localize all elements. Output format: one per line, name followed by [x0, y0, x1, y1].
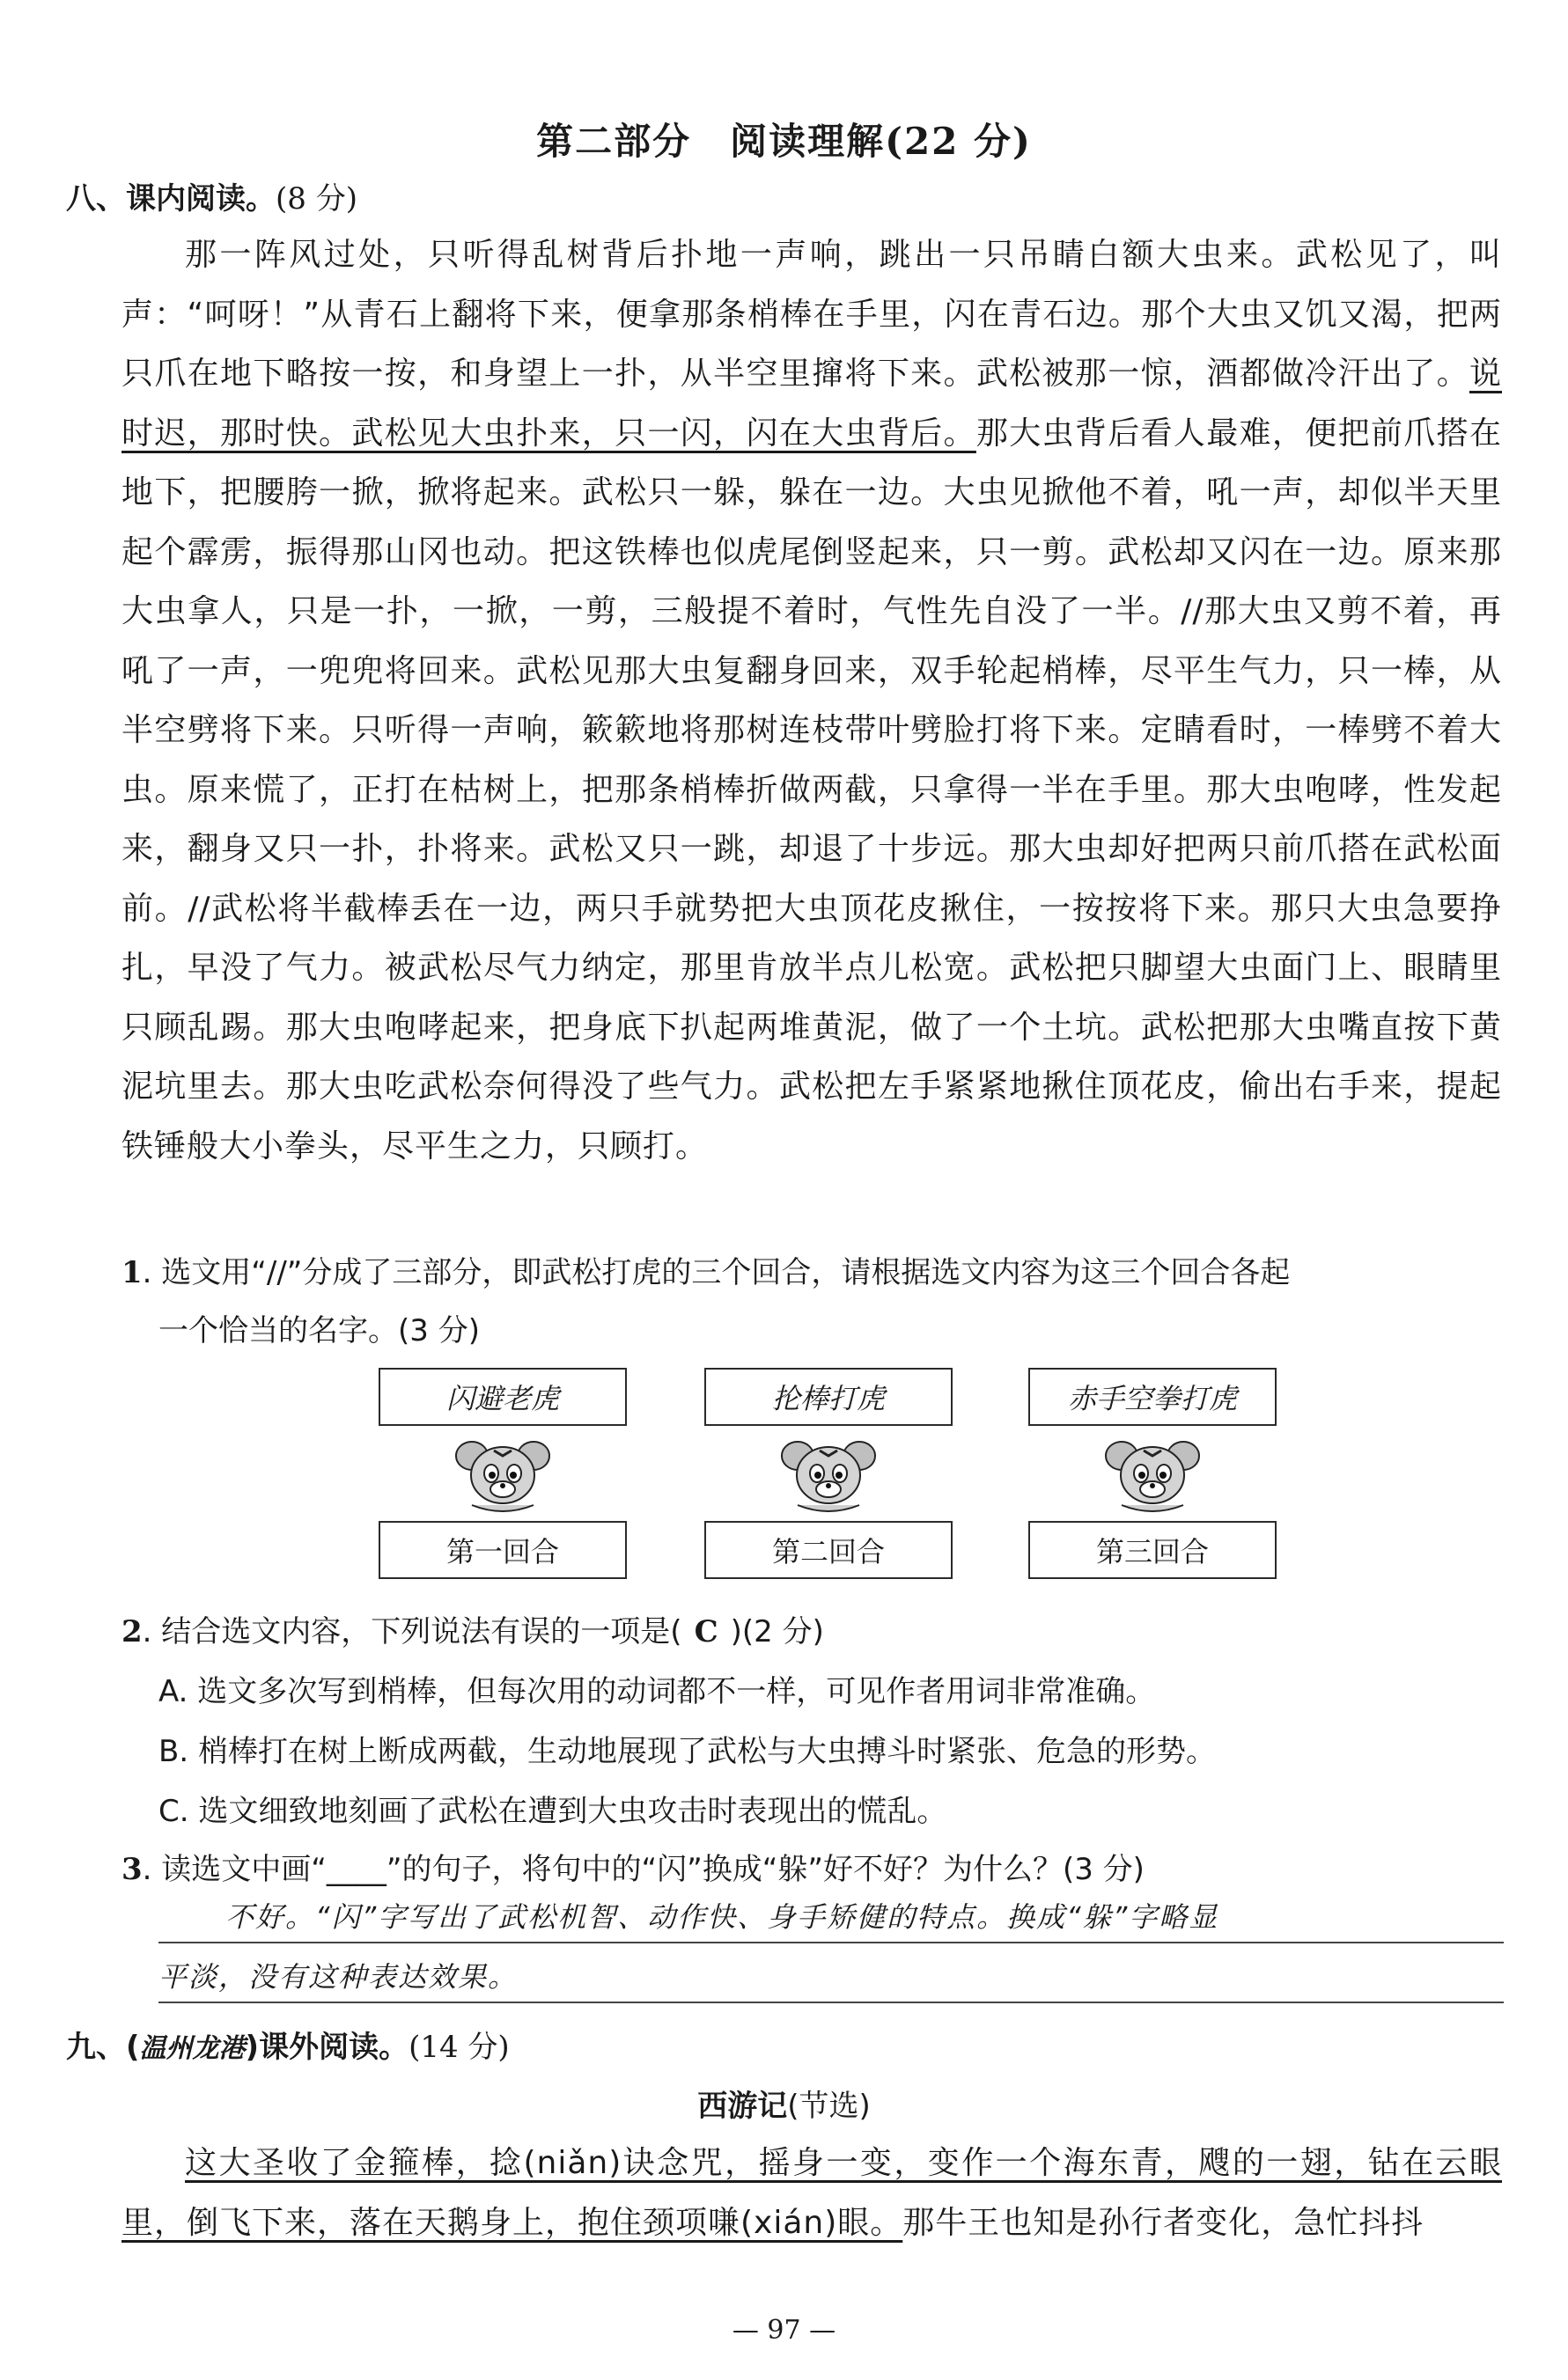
tiger-cartoon-icon — [1104, 1429, 1201, 1517]
round-3-name-box — [1028, 1368, 1277, 1426]
question-3-text: . 读选文中画“____”的句子，将句中的“闪”换成“躲”好不好？为什么？(3 分) — [142, 1852, 1145, 1887]
section-8-title: 八、课内阅读。 — [66, 181, 276, 217]
round-1-label-box: 第一回合 — [379, 1521, 627, 1579]
question-2-text: . 结合选文内容，下列说法有误的一项是( — [142, 1614, 682, 1649]
section-9-place: 温州龙港 — [139, 2033, 246, 2064]
question-2-answer: C — [694, 1614, 718, 1649]
round-2-name: 抡棒打虎 — [771, 1382, 885, 1415]
question-3-number: 3 — [121, 1852, 143, 1887]
round-3-label-box: 第三回合 — [1028, 1521, 1277, 1579]
page-number: — 97 — — [732, 2315, 836, 2346]
section-9-score: (14 分) — [409, 2030, 510, 2065]
question-3-answer-line-1: 不好。“闪”字写出了武松机智、动作快、身手矫健的特点。换成“躲”字略显 — [158, 1892, 1504, 1943]
section-9-prefix: 九、( — [66, 2030, 140, 2065]
passage-text-b: 那大虫背后看人最难，便把前爪搭在地下，把腰胯一掀，掀将起来。武松只一躲，躲在一边。大虫见掀他不着，吼一声，却似半天里起个霹雳，振得那山冈也动。把这铁棒也似虎尾倒竖起来，只一剪。武松却又闪在一边。原来那大虫拿人，只是一扑，一掀，一剪，三般提不着时，气性先自没了一半。//那大虫又剪不着，再吼了一声，一兜兜将回来。武松见那大虫复翻身回来，双手轮起梢棒，尽平生气力，只一棒，从半空劈将下来。只听得一声响，簌簌地将那树连枝带叶劈脸打将下来。定睛看时，一棒劈不着大虫。原来慌了，正打在枯树上，把那条梢棒折做两截，只拿得一半在手里。那大虫咆哮，性发起来，翻身又只一扑，扑将来。武松又只一跳，却退了十步远。那大虫却好把两只前爪搭在武松面前。//武松将半截棒丢在一边，两只手就势把大虫顶花皮揪住，一按按将下来。那只大虫急要挣扎，早没了气力。被武松尽气力纳定，那里肯放半点儿松宽。武松把只脚望大虫面门上、眼睛里只顾乱踢。那大虫咆哮起来，把身底下扒起两堆黄泥，做了一个土坑。武松把那大虫嘴直按下黄泥坑里去。那大虫吃武松奈何得没了些气力。武松把左手紧紧地揪住顶花皮，偷出右手来，提起铁锤般大小拳头，尽平生之力，只顾打。 — [121, 415, 1502, 1164]
section-8-score: (8 分) — [276, 181, 357, 217]
question-2-stem — [121, 1607, 824, 1650]
passage-underlined-sentence: 说时迟，那时快。武松见大虫扑来，只一闪，闪在大虫背后。 — [121, 356, 1502, 452]
section-8-heading — [66, 174, 357, 217]
story-underlined-text: 这大圣收了金箍棒，捻(niǎn)诀念咒，摇身一变，变作一个海东青，飕的一翅，钻在云眼里，倒飞下来，落在天鹅身上，抱住颈项嗛(xián)眼。 — [121, 2145, 1502, 2241]
section-9-heading — [66, 2023, 510, 2066]
passage-paragraph — [121, 225, 1502, 1176]
tiger-cartoon-icon — [780, 1429, 877, 1517]
passage-text-a: 那一阵风过处，只听得乱树背后扑地一声响，跳出一只吊睛白额大虫来。武松见了，叫声：“呵呀！”从青石上翻将下来，便拿那条梢棒在手里，闪在青石边。那个大虫又饥又渴，把两只爪在地下略按一按，和身望上一扑，从半空里撺将下来。武松被那一惊，酒都做冷汗出了。 — [121, 237, 1502, 392]
question-3-answer-line-2: 平淡，没有这种表达效果。 — [158, 1952, 1504, 2003]
section-9-title: )课外阅读。 — [245, 2030, 409, 2065]
part-title: 第二部分 阅读理解(22 分) — [536, 120, 1032, 163]
round-1-name: 闪避老虎 — [445, 1382, 559, 1415]
question-3-stem — [121, 1845, 1145, 1888]
question-2-score: )(2 分) — [730, 1614, 824, 1649]
story-title-main: 西游记 — [697, 2089, 788, 2124]
story-passage — [121, 2134, 1502, 2252]
question-2-option-b: B. 梢棒打在树上断成两截，生动地展现了武松与大虫搏斗时紧张、危急的形势。 — [158, 1734, 1216, 1769]
round-2-label-box: 第二回合 — [704, 1521, 953, 1579]
question-1-line1 — [121, 1248, 1290, 1291]
question-1-line2: 一个恰当的名字。(3 分) — [158, 1313, 480, 1348]
question-1-number: 1 — [121, 1255, 143, 1290]
story-title-sub: (节选) — [787, 2089, 871, 2124]
question-2-number: 2 — [121, 1614, 143, 1649]
question-2-option-a: A. 选文多次写到梢棒，但每次用的动词都不一样，可见作者用词非常准确。 — [158, 1674, 1156, 1709]
round-1-name-box — [379, 1368, 627, 1426]
story-title — [0, 2082, 1568, 2125]
question-1-text: . 选文用“//”分成了三部分，即武松打虎的三个回合，请根据选文内容为这三个回合各起 — [142, 1255, 1291, 1290]
story-paragraph — [121, 2134, 1502, 2252]
question-2-option-c: C. 选文细致地刻画了武松在遭到大虫攻击时表现出的慌乱。 — [158, 1794, 947, 1829]
round-3-name: 赤手空拳打虎 — [1067, 1382, 1237, 1415]
tiger-cartoon-icon — [454, 1429, 551, 1517]
round-2-name-box — [704, 1368, 953, 1426]
reading-passage — [121, 225, 1502, 1176]
story-text: 那牛王也知是孙行者变化，急忙抖抖 — [902, 2204, 1424, 2241]
